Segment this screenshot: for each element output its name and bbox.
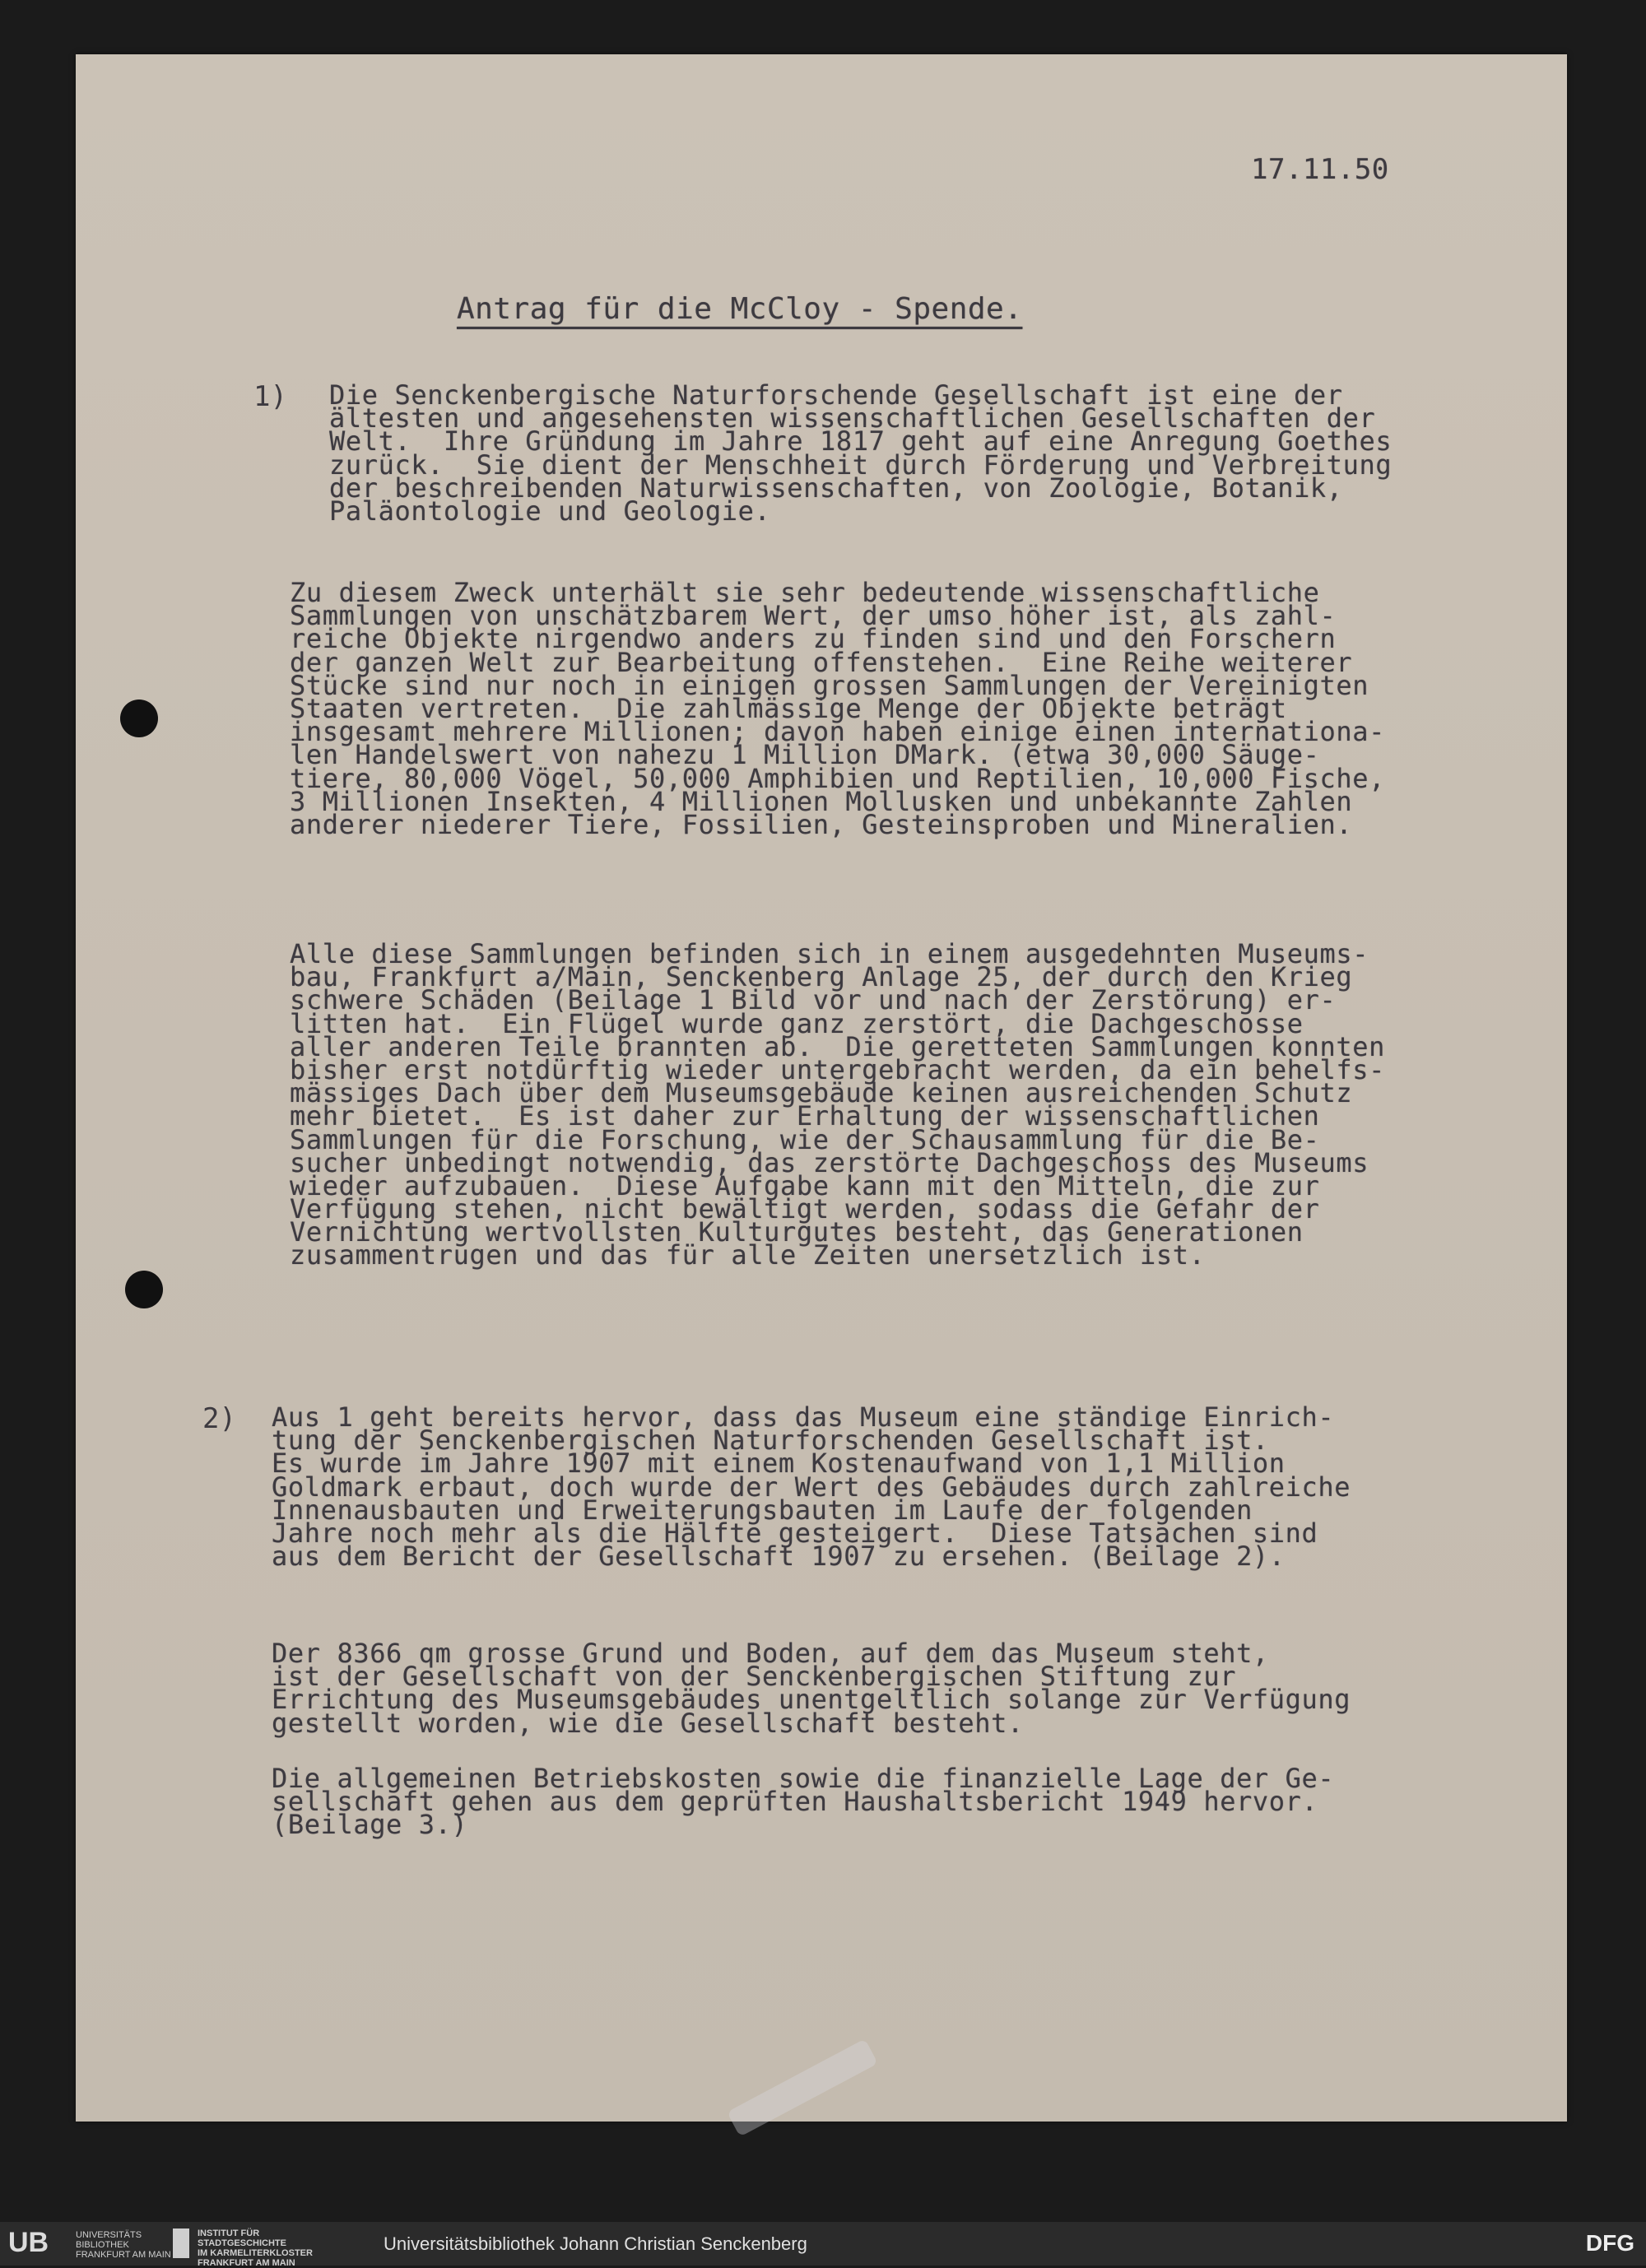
text-line: Verfügung stehen, nicht bewältigt werden, sodass die Gefahr der [290, 1193, 1320, 1225]
paragraph [272, 1763, 1335, 1841]
text-line: Zu diesem Zweck unterhält sie sehr bedeutende wissenschaftliche [290, 577, 1320, 608]
text-line: Paläontologie und Geologie. [329, 495, 771, 527]
text-line: zurück. Sie dient der Menschheit durch Förderung und Verbreitung [329, 448, 1393, 481]
text-line: sucher unbedingt notwendig, das zerstörte Dachgeschoss des Museums [290, 1146, 1369, 1178]
text-line: mehr bietet. Es ist daher zur Erhaltung der wissenschaftlichen [290, 1100, 1320, 1132]
text-line: Die allgemeinen Betriebskosten sowie die finanzielle Lage der Ge- [272, 1763, 1335, 1794]
paragraph [290, 577, 1385, 840]
text-line: Die Senckenbergische Naturforschende Gesellschaft ist eine der [329, 379, 1343, 411]
document-title: Antrag für die McCloy - Spende. [457, 292, 1023, 326]
text-line: Aus 1 geht bereits hervor, dass das Museum eine ständige Einrich- [272, 1401, 1335, 1433]
text-line: wieder aufzubauen. Diese Aufgabe kann mit den Mitteln, die zur [290, 1169, 1320, 1201]
ub-logo: UB [8, 2227, 49, 2258]
paragraph [290, 938, 1385, 1271]
document-date: 17.11.50 [1251, 153, 1389, 186]
text-line: Sammlungen für die Forschung, wie der Schausammlung für die Be- [290, 1123, 1320, 1155]
text-line: schwere Schäden (Beilage 1 Bild vor und nach der Zerstörung) er- [290, 984, 1337, 1016]
institute-logo-icon [173, 2228, 189, 2258]
text-line: len Handelswert von nahezu 1 Million DMark. (etwa 30,000 Säuge- [290, 739, 1320, 771]
text-line: Innenausbauten und Erweiterungsbauten im Laufe der folgenden [272, 1494, 1253, 1526]
text-line: mässiges Dach über dem Museumsgebäude keinen ausreichenden Schutz [290, 1077, 1353, 1109]
text-line: Welt. Ihre Gründung im Jahre 1817 geht auf eine Anregung Goethes [329, 425, 1393, 458]
text-line: sellschaft gehen aus dem geprüften Haushaltsbericht 1949 hervor. [272, 1786, 1318, 1818]
text-line: zusammentrugen und das für alle Zeiten unersetzlich ist. [290, 1239, 1206, 1271]
text-line: tung der Senckenbergischen Naturforschenden Gesellschaft ist. [272, 1424, 1269, 1457]
punch-hole [120, 699, 158, 737]
ub-logo-caption: UNIVERSITÄTS BIBLIOTHEK FRANKFURT AM MAIN [76, 2230, 171, 2260]
text-line: Es wurde im Jahre 1907 mit einem Kostenaufwand von 1,1 Million [272, 1448, 1286, 1480]
viewer-footer [0, 2222, 1646, 2266]
punch-hole [125, 1271, 163, 1308]
text-line: Stücke sind nur noch in einigen grossen Sammlungen der Vereinigten [290, 669, 1369, 701]
library-name: Universitätsbibliothek Johann Christian Senckenberg [384, 2233, 807, 2254]
paragraph [272, 1401, 1351, 1573]
text-line: bisher erst notdürftig wieder untergebracht werden, da ein behelfs- [290, 1053, 1385, 1085]
text-line: Alle diese Sammlungen befinden sich in einem ausgedehnten Museums- [290, 938, 1369, 969]
text-line: aus dem Bericht der Gesellschaft 1907 zu ersehen. (Beilage 2). [272, 1541, 1286, 1573]
text-line: ist der Gesellschaft von der Senckenbergischen Stiftung zur [272, 1661, 1237, 1693]
text-line: Jahre noch mehr als die Hälfte gesteigert. Diese Tatsachen sind [272, 1517, 1318, 1549]
text-line: ältesten und angesehensten wissenschaftlichen Gesellschaften der [329, 402, 1376, 435]
text-line: bau, Frankfurt a/Main, Senckenberg Anlage 25, der durch den Krieg [290, 961, 1353, 993]
text-line: Sammlungen von unschätzbarem Wert, der umso höher ist, als zahl- [290, 600, 1337, 632]
paragraph [272, 1638, 1351, 1739]
text-line: Goldmark erbaut, doch wurde der Wert des Gebäudes durch zahlreiche [272, 1471, 1351, 1503]
section-marker: 2) [202, 1402, 236, 1435]
text-line: 3 Millionen Insekten, 4 Millionen Mollusken und unbekannte Zahlen [290, 785, 1353, 817]
text-line: Der 8366 qm grosse Grund und Boden, auf dem das Museum steht, [272, 1638, 1269, 1669]
text-line: tiere, 80,000 Vögel, 50,000 Amphibien und Reptilien, 10,000 Fische, [290, 762, 1385, 794]
text-line: Errichtung des Museumsgebäudes unentgeltlich solange zur Verfügung [272, 1684, 1351, 1716]
text-line: der ganzen Welt zur Bearbeitung offenstehen. Eine Reihe weiterer [290, 646, 1353, 678]
institute-logo-caption: INSTITUT FÜR STADTGESCHICHTE IM KARMELITERKLOSTER FRANKFURT AM MAIN [198, 2228, 313, 2268]
section-marker: 1) [253, 380, 287, 413]
text-line: Vernichtung wertvollsten Kulturgutes besteht, das Generationen [290, 1216, 1304, 1248]
paragraph [329, 379, 1393, 527]
text-line: insgesamt mehrere Millionen; davon haben einige einen internationa- [290, 716, 1385, 748]
dfg-logo: DFG [1585, 2230, 1634, 2256]
text-line: litten hat. Ein Flügel wurde ganz zerstört, die Dachgeschosse [290, 1007, 1304, 1039]
text-line: reiche Objekte nirgendwo anders zu finden sind und den Forschern [290, 623, 1337, 655]
text-line: (Beilage 3.) [272, 1809, 468, 1841]
text-line: Staaten vertreten. Die zahlmässige Menge der Objekte beträgt [290, 692, 1287, 724]
text-line: anderer niederer Tiere, Fossilien, Gesteinsproben und Mineralien. [290, 808, 1353, 840]
text-line: der beschreibenden Naturwissenschaften, von Zoologie, Botanik, [329, 472, 1343, 504]
text-line: gestellt worden, wie die Gesellschaft besteht. [272, 1707, 1024, 1739]
text-line: aller anderen Teile brannten ab. Die geretteten Sammlungen konnten [290, 1030, 1385, 1062]
